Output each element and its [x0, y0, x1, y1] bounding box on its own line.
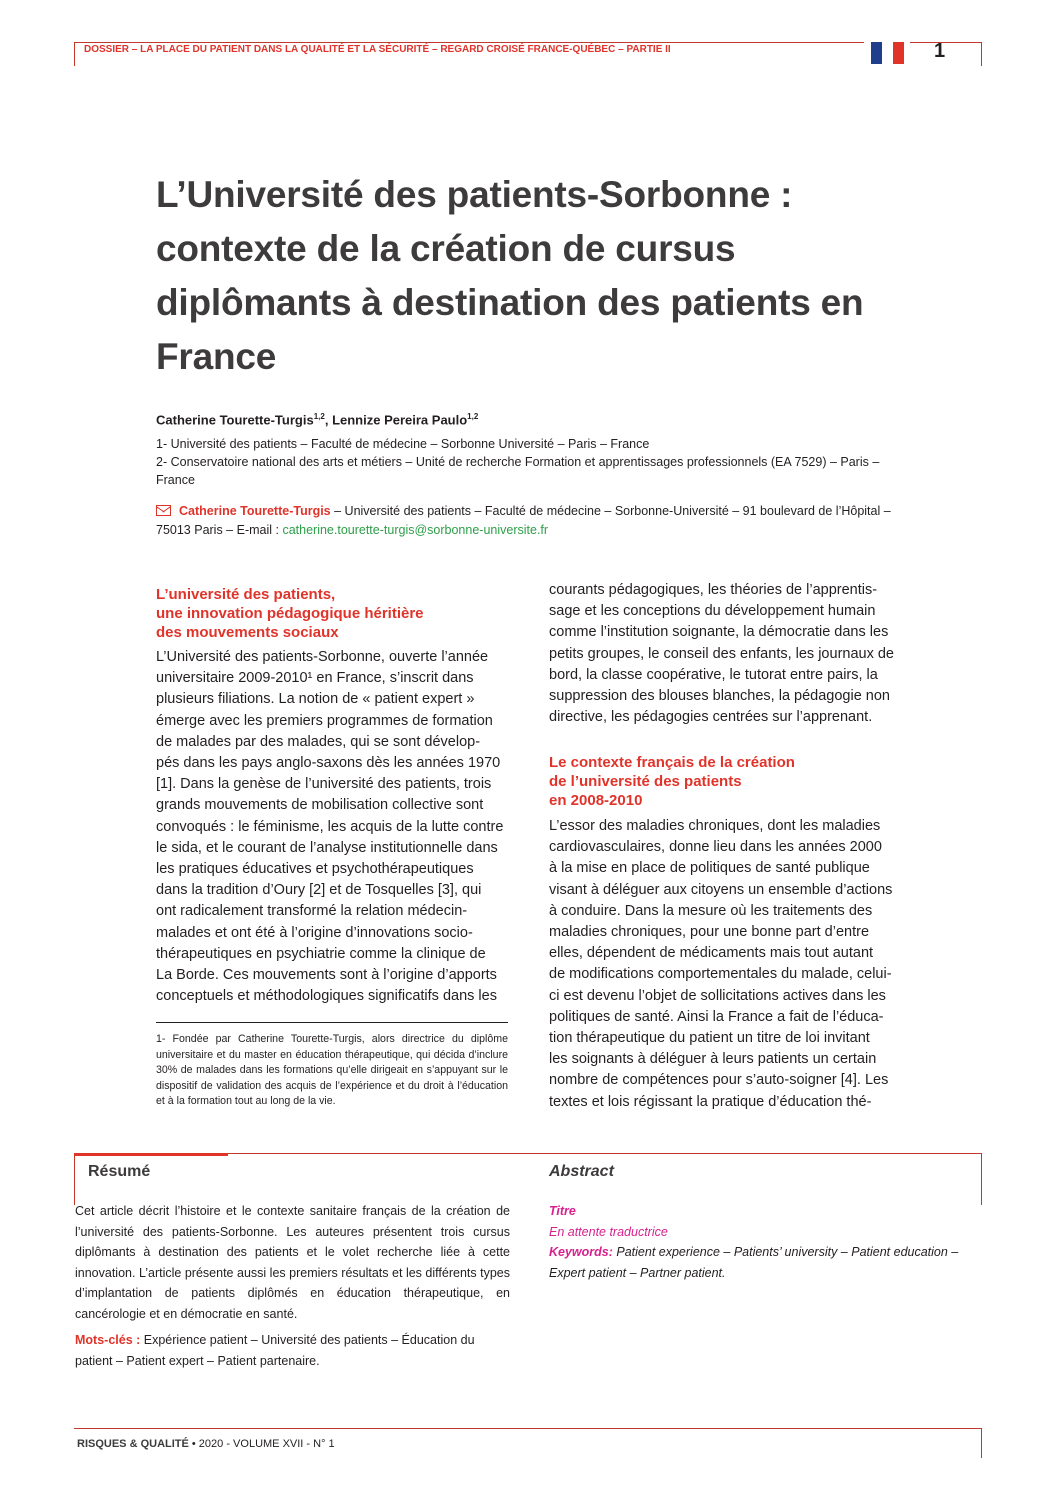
text-line: de modifications comportementales du malade, celui-: [549, 966, 892, 983]
footnote-rule: [156, 1022, 508, 1023]
page-number-rule: [910, 42, 982, 66]
flag-stripe-blue: [871, 42, 882, 64]
abstract-title: Abstract: [549, 1163, 614, 1180]
text-line: grands mouvements de mobilisation collective sont: [156, 797, 484, 814]
resume-text: Cet article décrit l’histoire et le contexte sanitaire français de la création de l’université des patients-Sorbonne. Les auteures présentent trois cursus diplômants à destination des patients et le volet recherche liée à cette innovation. L’article présente aussi les premiers résultats et les différents types d’implantation de patients diplômés en éducation thérapeutique, en cancérologie et en démocratie en santé.: [75, 1204, 510, 1321]
text-line: émerge avec les premiers programmes de formation: [156, 712, 493, 729]
text-line: maladies chroniques, pour une bonne part d’entre: [549, 924, 870, 941]
text-line: universitaire 2009-2010¹ en France, s’inscrit dans: [156, 670, 474, 687]
text-line: politiques de santé. Ainsi la France a fait de l’éduca-: [549, 1008, 884, 1025]
text-line: de malades par des malades, qui se sont dévelop-: [156, 733, 481, 750]
text-line: le sida, et le courant de l’analyse institutionnelle dans: [156, 839, 498, 856]
text-line: convoqués : le féminisme, les acquis de la lutte contre: [156, 818, 504, 835]
text-line: à conduire. Dans la mesure où les traitements des: [549, 902, 873, 919]
footnote: 1- Fondée par Catherine Tourette-Turgis, alors directrice du diplôme universitaire et du master en éducation thérapeutique, qui décida d’inclure 30% de malades dans les formations qu’elle dirigeait en s’appuyant sur le dispositif de validation des acquis de l’expérience et du droit à l’éducation et à la formation tout au long de la vie.: [156, 1033, 508, 1107]
text-line: nombre de compétences pour s’auto-soigner [4]. Les: [549, 1072, 889, 1089]
author-1-affil: 1,2: [313, 412, 325, 421]
text-line: cardiovasculaires, donne lieu dans les années 2000: [549, 839, 882, 856]
author-2-affil: 1,2: [467, 412, 479, 421]
abstract-keywords-value: Patient experience – Patients’ university – Patient education – Expert patient – Partner patient.: [549, 1245, 959, 1280]
flag-stripe-white: [882, 42, 893, 64]
text-line: L’Université des patients-Sorbonne, ouverte l’année: [156, 649, 489, 665]
heading-line: une innovation pédagogique héritière: [156, 605, 424, 622]
text-line: pés dans les pays anglo-saxons dès les années 1970: [156, 755, 501, 772]
text-line: textes et lois régissant la pratique d’éducation thé-: [549, 1093, 872, 1110]
summary-box: [74, 1153, 982, 1205]
text-line: comme l’institution soignante, la démocratie dans les: [549, 624, 889, 641]
text-line: ci est devenu l’objet de sollicitations actives dans les: [549, 987, 886, 1004]
abstract-keywords-label: Keywords:: [549, 1245, 613, 1259]
dossier-header: DOSSIER – LA PLACE DU PATIENT DANS LA QUALITÉ ET LA SÉCURITÉ – REGARD CROISÉ FRANCE-QUÉBEC – PARTIE II: [84, 44, 671, 55]
heading-line: des mouvements sociaux: [156, 624, 339, 641]
text-line: La Borde. Ces mouvements sont à l’origine d’apports: [156, 967, 497, 984]
resume-keywords: [75, 1330, 510, 1371]
section-2-heading: [549, 753, 909, 810]
keywords-value: Expérience patient – Université des patients – Éducation du patient – Patient expert – Patient partenaire.: [75, 1333, 475, 1368]
author-2: Lennize Pereira Paulo: [332, 412, 468, 428]
page-number: 1: [934, 40, 946, 62]
abstract-titre-label: Titre: [549, 1204, 576, 1218]
contact-email-link[interactable]: catherine.tourette-turgis@sorbonne-universite.fr: [282, 523, 549, 537]
text-line: à la mise en place de politiques de santé publique: [549, 860, 870, 877]
envelope-icon: [156, 505, 171, 516]
text-line: dans la tradition d’Oury [2] et de Tosquelles [3], qui: [156, 882, 482, 899]
summary-tab-accent: [74, 1153, 228, 1156]
abstract-block: [549, 1201, 994, 1283]
text-line: suppression des blouses blanches, la pédagogie non: [549, 688, 890, 705]
text-line: les soignants à déléguer à leurs patients un certain: [549, 1051, 877, 1068]
affiliation-1: 1- Université des patients – Faculté de médecine – Sorbonne Université – Paris – France: [156, 437, 650, 451]
author-separator: ,: [324, 412, 333, 428]
journal-name: RISQUES & QUALITÉ: [77, 1438, 189, 1450]
resume-title: Résumé: [88, 1163, 151, 1180]
text-line: petits groupes, le conseil des enfants, les journaux de: [549, 645, 894, 662]
text-line: sage et les conceptions du développement humain: [549, 603, 876, 620]
contact-name: Catherine Tourette-Turgis: [179, 504, 331, 518]
section-1-heading: [156, 585, 516, 642]
text-line: directive, les pédagogies centrées sur l’apprenant.: [549, 709, 873, 726]
flag-stripe-red: [893, 42, 904, 64]
contact-block: [156, 502, 901, 540]
text-line: courants pédagogiques, les théories de l’apprentis-: [549, 582, 878, 598]
heading-line: L’université des patients,: [156, 586, 336, 603]
text-line: L’essor des maladies chroniques, dont les maladies: [549, 818, 881, 834]
keywords-label: Mots-clés :: [75, 1333, 141, 1347]
authors-line: [156, 412, 478, 427]
text-line: tion thérapeutique du patient un titre de loi invitant: [549, 1030, 870, 1047]
heading-line: en 2008-2010: [549, 792, 643, 809]
text-line: plusieurs filiations. La notion de « patient expert »: [156, 691, 475, 708]
text-line: ont radicalement transformé la relation médecin-: [156, 903, 468, 920]
text-line: malades et ont été à l’origine d’innovations socio-: [156, 924, 473, 941]
text-line: visant à déléguer aux citoyens un ensemble d’actions: [549, 881, 893, 898]
abstract-titre-value: En attente traductrice: [549, 1224, 668, 1239]
heading-line: de l’université des patients: [549, 773, 742, 790]
journal-details: • 2020 - VOLUME XVII - N° 1: [188, 1438, 335, 1450]
text-line: [1]. Dans la genèse de l’université des patients, trois: [156, 776, 492, 793]
footer: [77, 1438, 335, 1450]
text-line: thérapeutiques en psychiatrie comme la clinique de: [156, 945, 486, 962]
french-flag-icon: [871, 42, 904, 64]
author-1: Catherine Tourette-Turgis: [156, 412, 314, 428]
affiliation-2: 2- Conservatoire national des arts et métiers – Unité de recherche Formation et apprentissages professionnels (EA 7529) – Paris – France: [156, 455, 880, 487]
contact-address: – Université des patients – Faculté de médecine – Sorbonne-Université – 91 boulevard de l’Hôpital – 75013 Paris – E-mail :: [156, 504, 891, 537]
article-title: L’Université des patients-Sorbonne : contexte de la création de cursus diplômants à destination des patients en France: [156, 174, 864, 377]
heading-line: Le contexte français de la création: [549, 754, 795, 771]
section-1-body: [156, 647, 510, 1007]
text-line: bord, la classe coopérative, le tutorat entre pairs, la: [549, 666, 878, 683]
text-line: les pratiques éducatives et psychothérapeutiques: [156, 861, 474, 878]
abstract-keywords: [549, 1242, 994, 1283]
column-2-continuation: [549, 580, 903, 728]
section-2-body: [549, 816, 903, 1113]
text-line: conceptuels et méthodologiques significatifs dans les: [156, 988, 497, 1005]
text-line: elles, dépendent de médicaments mais tout autant: [549, 945, 874, 962]
